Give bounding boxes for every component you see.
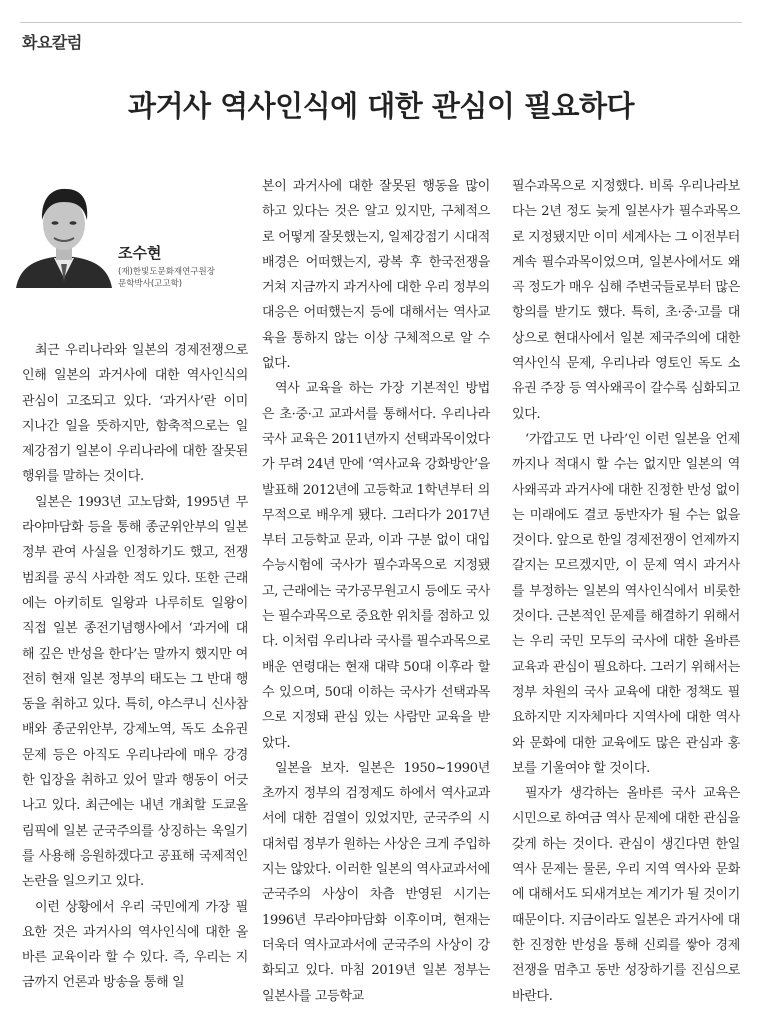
article-column-3 [512,174,740,1009]
author-title-line: (재)한빛도문화재연구원장 [118,267,215,277]
author-title [118,266,258,290]
paragraph: 이런 상황에서 우리 국민에게 가장 필요한 것은 과거사의 역사인식에 대한 올바른 교육이라 할 수 있다. 즉, 우리는 지금까지 언론과 방송을 통해 일 [22,899,248,991]
article-column-2 [262,174,490,1009]
author-name: 조수현 [118,244,162,262]
paragraph: 필수과목으로 지정했다. 비록 우리나라보다는 2년 정도 늦게 일본사가 필수과목으로 지정됐지만 이미 세계사는 그 이전부터 계속 필수과목이었으며, 일본사에서도 왜곡 정도가 매우 심해 주변국들로부터 많은 항의를 받기도 했다. 특히, 초·중·고를 대상으로 현대사에서 일본 제국주의에 대한 역사인식 문제, 우리나라 영토인 독도 소유권 주장 등 역사왜곡이 갈수록 심화되고 있다. [512,179,740,422]
headline: 과거사 역사인식에 대한 관심이 필요하다 [127,89,635,123]
paragraph: 일본을 보자. 일본은 1950~1990년 초까지 정부의 검정제도 하에서 역사교과서에 대한 검열이 있었지만, 군국주의 시대처럼 정부가 원하는 사상은 크게 주입하지는 않았다. 이러한 일본의 역사교과서에 군국주의 사상이 차츰 반영된 시기는 1996년 무라야마담화 이후이며, 현재는 더욱더 역사교과서에 군국주의 사상이 강화되고 있다. 마침 2019년 일본 정부는 일본사를 고등학교 [262,760,490,1004]
paragraph: 필자가 생각하는 올바른 국사 교육은 시민으로 하여금 역사 문제에 대한 관심을 갖게 하는 것이다. 관심이 생긴다면 한일 역사 문제는 물론, 우리 지역 역사와 문화에 대해서도 되새겨보는 계기가 될 것이기 때문이다. 지금이라도 일본은 과거사에 대한 진정한 반성을 통해 신뢰를 쌓아 경제전쟁을 멈추고 동반 성장하기를 진심으로 바란다. [512,786,740,1004]
paragraph: ‘가깝고도 먼 나라’인 이런 일본을 언제까지나 적대시 할 수는 없지만 일본의 역사왜곡과 과거사에 대한 진정한 반성 없이는 미래에도 결코 동반자가 될 수는 없을 것이다. 앞으로 한일 경제전쟁이 언제까지 갈지는 모르겠지만, 이 문제 역시 과거사를 부정하는 일본의 역사인식에서 비롯한 것이다. 근본적인 문제를 해결하기 위해서는 우리 국민 모두의 국사에 대한 올바른 교육과 관심이 필요하다. 그러기 위해서는 정부 차원의 국사 교육에 대한 정책도 필요하지만 지자체마다 지역사에 대한 역사와 문화에 대한 교육에도 많은 관심과 홍보를 기울여야 할 것이다. [512,431,740,776]
paragraph: 일본은 1993년 고노담화, 1995년 무라야마담화 등을 통해 종군위안부의 일본 정부 관여 사실을 인정하기도 했고, 전쟁범죄를 공식 사과한 적도 있다. 또한 근래에는 아키히토 일왕과 나루히토 일왕이 직접 일본 종전기념행사에서 ‘과거에 대해 깊은 반성을 한다’는 말까지 했지만 여전히 현재 일본 정부의 태도는 그 반대 행동을 취하고 있다. 특히, 야스쿠니 신사참배와 종군위안부, 강제노역, 독도 소유권 문제 등은 아직도 우리나라에 매우 강경한 입장을 취하고 있어 말과 행동이 어긋나고 있다. 최근에는 내년 개최할 도쿄올림픽에 일본 군국주의를 상징하는 욱일기를 사용해 응원하겠다고 공표해 국제적인 논란을 일으키고 있다. [22,494,248,890]
author-title-line: 문학박사(고고학) [118,279,183,289]
author-byline [14,178,250,313]
article-column-1 [22,338,248,996]
paragraph: 역사 교육을 하는 가장 기본적인 방법은 초·중·고 교과서를 통해서다. 우리나라 국사 교육은 2011년까지 선택과목이었다가 무려 24년 만에 ‘역사교육 강화방안’을 발표해 2012년에 고등학교 1학년부터 의무적으로 배우게 됐다. 그러다가 2017년부터 고등학교 문과, 이과 구분 없이 대입수능시험에 국사가 필수과목으로 지정됐고, 근래에는 국가공무원고시 등에도 국사는 필수과목으로 중요한 위치를 점하고 있다. 이처럼 우리나라 국사를 필수과목으로 배운 연령대는 현재 대략 50대 이후라 할 수 있으며, 50대 이하는 국사가 선택과목으로 지정돼 관심 있는 사람만 교육을 받았다. [262,381,490,751]
author-photo [14,178,114,288]
section-label: 화요칼럼 [22,33,82,52]
paragraph: 본이 과거사에 대한 잘못된 행동을 많이 하고 있다는 것은 알고 있지만, 구체적으로 어떻게 잘못했는지, 일제강점기 시대적 배경은 어떠했는지, 광복 후 한국전쟁을 거쳐 지금까지 과거사에 대한 우리 정부의 대응은 어떠했는지 등에 대해서는 역사교육을 통하지 않는 이상 구체적으로 알 수 없다. [262,179,490,372]
top-divider [20,22,742,23]
paragraph: 최근 우리나라와 일본의 경제전쟁으로 인해 일본의 과거사에 대한 역사인식의 관심이 고조되고 있다. ‘과거사’란 이미 지나간 일을 뜻하지만, 함축적으로는 일제강점기 일본이 우리나라에 대한 잘못된 행위를 말하는 것이다. [22,343,248,485]
